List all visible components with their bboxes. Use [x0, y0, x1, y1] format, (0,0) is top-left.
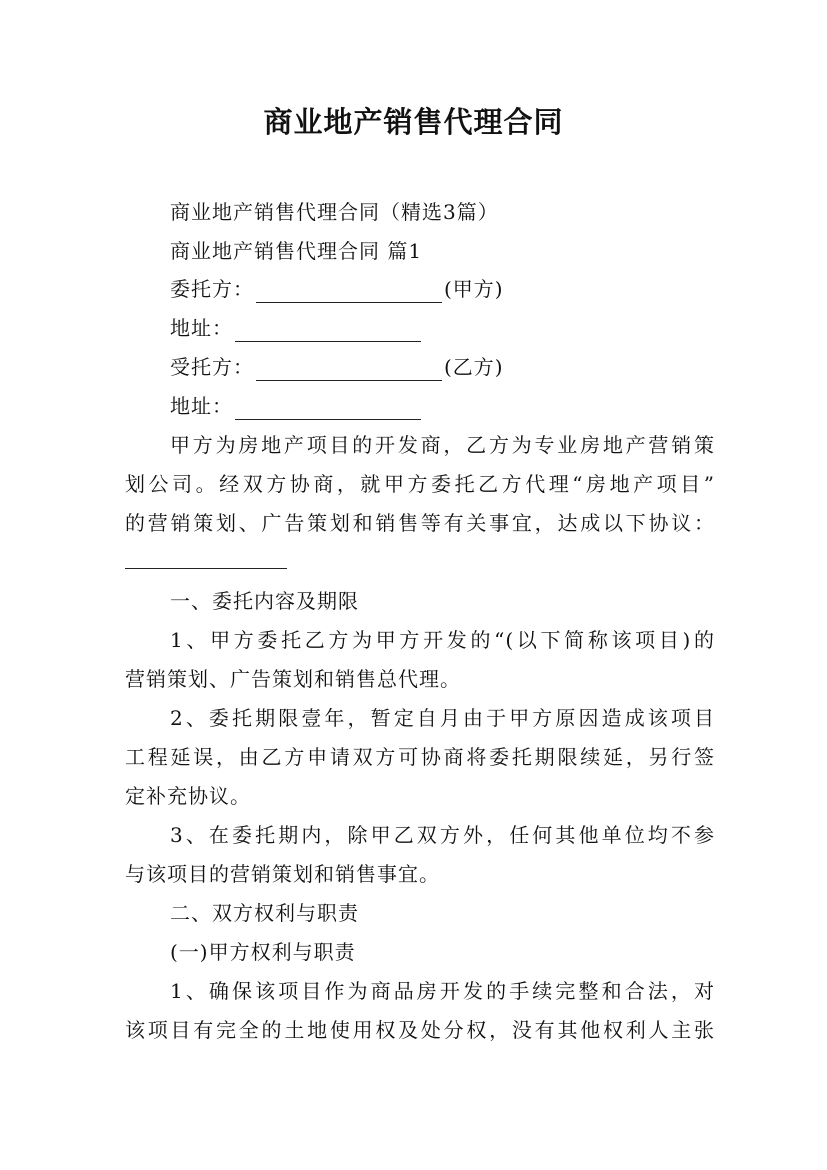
party-a-address-blank	[235, 321, 421, 342]
party-b-address-line	[170, 392, 715, 420]
article-2-sub-heading: (一)甲方权利与职责	[170, 940, 356, 964]
article-2-item-1-line-2: 该项目有完全的土地使用权及处分权，没有其他权利人主张	[125, 1018, 715, 1042]
intro-line-1: 甲方为房地产项目的开发商，乙方为专业房地产营销策	[170, 433, 715, 457]
party-b-address-blank	[235, 399, 421, 420]
article-1-item-3-line-2: 与该项目的营销策划和销售事宜。	[125, 862, 440, 886]
signature-blank-line	[125, 568, 287, 569]
intro-line-2: 划公司。经双方协商，就甲方委托乙方代理“房地产项目”	[125, 472, 715, 496]
document-title: 商业地产销售代理合同	[263, 105, 564, 139]
party-a-blank	[256, 282, 442, 303]
party-a-label: 委托方：	[170, 277, 254, 301]
party-a-address-line	[170, 314, 715, 342]
party-b-suffix: (乙方)	[444, 355, 504, 379]
section-heading: 商业地产销售代理合同 篇1	[170, 239, 423, 263]
party-a-line	[170, 275, 715, 303]
intro-line-3: 的营销策划、广告策划和销售等有关事宜，达成以下协议：	[125, 511, 715, 535]
party-b-address-label: 地址：	[170, 394, 233, 418]
article-1-item-2-line-3: 定补充协议。	[125, 784, 251, 808]
party-b-blank	[256, 360, 442, 381]
article-1-item-3-line-1: 3、在委托期内，除甲乙双方外，任何其他单位均不参	[170, 823, 715, 847]
article-1-item-2-line-2: 工程延误，由乙方申请双方可协商将委托期限续延，另行签	[125, 745, 715, 769]
party-b-label: 受托方：	[170, 355, 254, 379]
party-a-address-label: 地址：	[170, 316, 233, 340]
article-1-item-1-line-1: 1、甲方委托乙方为甲方开发的“(以下简称该项目)的	[170, 628, 715, 652]
article-1-item-1-line-2: 营销策划、广告策划和销售总代理。	[125, 667, 461, 691]
document-subtitle: 商业地产销售代理合同（精选3篇）	[170, 200, 499, 224]
article-1-item-2-line-1: 2、委托期限壹年，暂定自月由于甲方原因造成该项目	[170, 706, 715, 730]
party-a-suffix: (甲方)	[444, 277, 504, 301]
party-b-line	[170, 353, 715, 381]
article-1-heading: 一、委托内容及期限	[170, 589, 359, 613]
article-2-item-1-line-1: 1、确保该项目作为商品房开发的手续完整和合法，对	[170, 979, 715, 1003]
article-2-heading: 二、双方权利与职责	[170, 901, 359, 925]
